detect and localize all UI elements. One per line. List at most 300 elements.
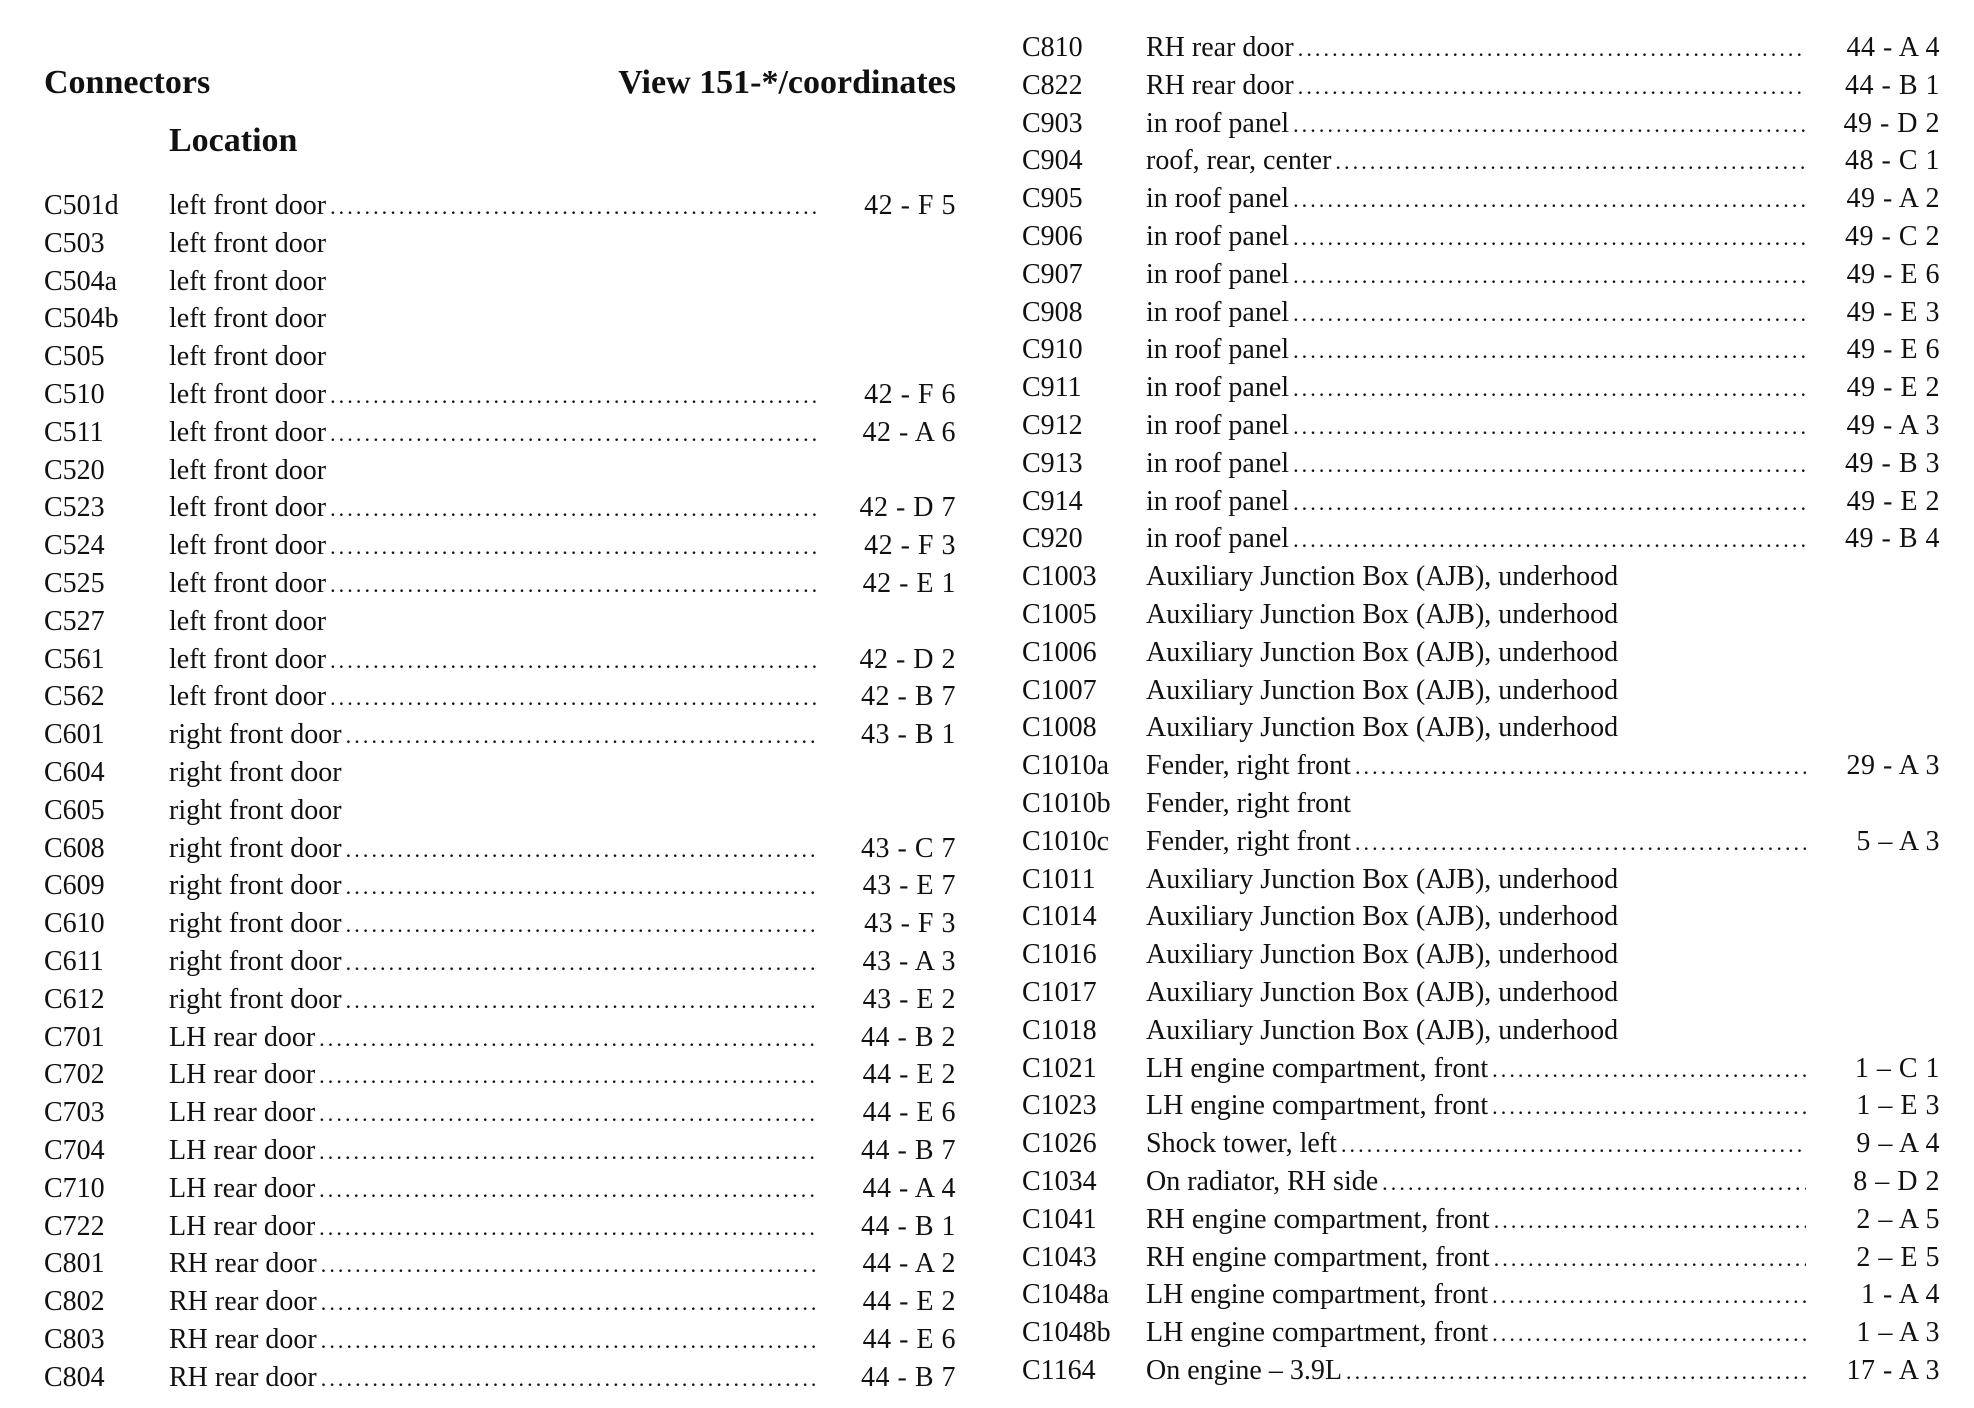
connector-row [44,187,956,225]
connector-location-cell [1146,785,1926,823]
connector-row [1022,1314,1940,1352]
connector-id: C1014 [1022,901,1097,933]
connector-location: left front door [169,417,330,448]
connector-location-cell [1146,180,1806,219]
connector-location-cell [1146,407,1806,446]
connector-coordinate: 43 - A 3 [862,945,956,977]
connector-row [1022,407,1940,445]
connector-location-cell [1146,105,1806,144]
connector-coordinate: 42 - F 3 [864,530,956,562]
connector-id: C920 [1022,523,1083,555]
connector-row [1022,1125,1940,1163]
connector-location-cell [1146,861,1926,899]
connector-id: C523 [44,492,105,524]
connector-row [1022,218,1940,256]
connector-row [44,867,956,905]
connector-row [1022,898,1940,936]
connector-id: C511 [44,416,104,448]
connector-id: C1005 [1022,598,1097,630]
connector-location: On engine – 3.9L [1146,1355,1346,1386]
connector-id: C722 [44,1210,105,1242]
connector-location-cell [169,754,819,792]
connector-location-cell [169,300,819,338]
connector-id: C913 [1022,447,1083,479]
connector-location: LH engine compartment, front [1146,1053,1492,1084]
view-coordinates-heading: View 151-*/coordinates [618,64,956,101]
connector-id: C1021 [1022,1052,1097,1084]
connector-id: C1010a [1022,750,1110,782]
connector-row [1022,294,1940,332]
connector-location-cell [1146,1050,1806,1089]
connector-location-cell [1146,483,1806,522]
connector-coordinate: 44 - E 2 [862,1059,956,1091]
connector-location: left front door [169,492,330,523]
connector-row [1022,1201,1940,1239]
connector-location: right front door [169,795,346,826]
connector-location: RH engine compartment, front [1146,1242,1494,1273]
connector-location-cell [169,641,819,680]
connector-location-cell [169,338,819,376]
connector-location-cell [169,187,819,226]
connector-location-cell [169,943,819,982]
connector-location-cell [169,1170,819,1209]
connector-location: Auxiliary Junction Box (AJB), underhood [1146,939,1622,970]
connector-location-cell [1146,634,1926,672]
connector-row [1022,256,1940,294]
connector-location: right front door [169,946,346,977]
connector-location: in roof panel [1146,410,1293,441]
connector-location-cell [169,981,819,1020]
connector-location: RH rear door [169,1362,321,1393]
connector-row [1022,823,1940,861]
connector-id: C505 [44,341,105,373]
connector-location-cell [1146,445,1806,484]
connector-id: C612 [44,983,105,1015]
connector-row [44,1094,956,1132]
connector-coordinate: 49 - B 4 [1845,523,1940,555]
connector-id: C905 [1022,183,1083,215]
connector-location-cell [169,830,819,869]
connector-id: C504a [44,265,118,297]
connector-coordinate: 1 – A 3 [1856,1317,1940,1349]
connector-location: Shock tower, left [1146,1128,1341,1159]
connector-location: left front door [169,190,330,221]
connector-location: left front door [169,530,330,561]
connector-row [1022,1276,1940,1314]
connector-id: C609 [44,870,105,902]
connector-coordinate: 44 - B 7 [861,1134,956,1166]
connector-location-cell [169,1245,819,1284]
connector-row [44,1170,956,1208]
connector-coordinate: 49 - E 2 [1846,372,1940,404]
connector-location: in roof panel [1146,108,1293,139]
connector-location: RH rear door [1146,70,1298,101]
connector-location-cell [1146,1087,1806,1126]
connector-id: C810 [1022,32,1083,63]
connector-location-cell [169,376,819,415]
connector-location-cell [169,1321,819,1360]
connector-location-cell [1146,331,1806,370]
connector-location: left front door [169,341,330,372]
connector-id: C911 [1022,372,1082,404]
connector-row [1022,1050,1940,1088]
connector-coordinate: 44 - A 4 [862,1172,956,1204]
connector-row [1022,1012,1940,1050]
connector-id: C611 [44,945,104,977]
connector-row [1022,1087,1940,1125]
connector-location-cell [1146,823,1806,862]
connector-location-cell [169,263,819,301]
connector-location-cell [1146,1201,1806,1240]
connector-id: C1016 [1022,939,1097,971]
connector-id: C520 [44,454,105,486]
connector-location-cell [1146,898,1926,936]
connector-location-cell [1146,1163,1806,1202]
connector-id: C903 [1022,107,1083,139]
connector-location-cell [169,1094,819,1133]
connector-coordinate: 44 - A 2 [862,1248,956,1280]
connector-location-cell [1146,1012,1926,1050]
connector-location: Fender, right front [1146,750,1355,781]
connector-coordinate: 43 - F 3 [864,908,956,940]
connector-location: roof, rear, center [1146,145,1335,176]
connector-location: right front door [169,870,346,901]
connector-location-cell [169,1359,819,1398]
connector-id: C510 [44,378,105,410]
connector-id: C501d [44,190,119,221]
connector-location-cell [1146,294,1806,333]
connector-location: Auxiliary Junction Box (AJB), underhood [1146,864,1622,895]
connector-location-cell [1146,1276,1806,1315]
connector-row [1022,520,1940,558]
connector-coordinate: 49 - E 6 [1846,334,1940,366]
connector-coordinate: 29 - A 3 [1846,750,1940,782]
connector-location: left front door [169,266,330,297]
connector-location: LH rear door [169,1135,319,1166]
connector-location-cell [1146,1125,1806,1164]
connector-id: C910 [1022,334,1083,366]
connectors-heading: Connectors [44,64,211,101]
connector-id: C912 [1022,409,1083,441]
connector-id: C803 [44,1323,105,1355]
connector-location-cell [1146,67,1806,106]
connector-id: C1164 [1022,1354,1096,1386]
connector-row [44,414,956,452]
connector-row [1022,67,1940,105]
connector-id: C702 [44,1059,105,1091]
connector-coordinate: 49 - A 2 [1846,183,1940,215]
connector-row [44,1321,956,1359]
connector-coordinate: 44 - A 4 [1846,32,1940,63]
connector-id: C503 [44,227,105,259]
connector-location-cell [169,716,819,755]
connector-row [1022,1163,1940,1201]
connector-row [44,300,956,338]
connector-row [44,754,956,792]
connector-location-cell [169,527,819,566]
connector-id: C904 [1022,145,1083,177]
connector-id: C1010b [1022,787,1111,819]
connector-location: in roof panel [1146,221,1293,252]
connector-location: right front door [169,719,346,750]
connector-row [44,1132,956,1170]
connector-coordinate: 49 - E 6 [1846,258,1940,290]
connector-id: C801 [44,1248,105,1280]
connector-row [44,943,956,981]
connector-row [44,452,956,490]
connector-coordinate: 49 - E 2 [1846,485,1940,517]
connector-location-cell [1146,520,1806,559]
connector-id: C610 [44,908,105,940]
connector-location: RH engine compartment, front [1146,1204,1494,1235]
connector-location: left front door [169,681,330,712]
connector-id: C701 [44,1021,105,1053]
connector-location-cell [169,452,819,490]
connector-location: left front door [169,568,330,599]
connector-coordinate: 8 – D 2 [1853,1165,1940,1197]
connector-row [1022,709,1940,747]
location-heading: Location [169,122,298,159]
connector-row [1022,1352,1940,1390]
connector-location: left front door [169,379,330,410]
connector-row [44,792,956,830]
connector-location: Auxiliary Junction Box (AJB), underhood [1146,977,1622,1008]
connector-row [44,1056,956,1094]
connector-location: in roof panel [1146,334,1293,365]
connector-coordinate: 49 - A 3 [1846,409,1940,441]
connector-location: right front door [169,757,346,788]
connector-row [44,1359,956,1397]
connector-row [44,338,956,376]
connector-location: right front door [169,908,346,939]
connector-location: Auxiliary Junction Box (AJB), underhood [1146,561,1622,592]
connector-id: C562 [44,681,105,713]
connector-location-cell [1146,672,1926,710]
connector-location: LH rear door [169,1022,319,1053]
connector-row [1022,558,1940,596]
connector-location: LH rear door [169,1211,319,1242]
connector-row [44,225,956,263]
connector-row [44,830,956,868]
connector-location: RH rear door [169,1286,321,1317]
connector-coordinate: 44 - E 2 [862,1286,956,1318]
connector-location: LH engine compartment, front [1146,1317,1492,1348]
connector-coordinate: 42 - B 7 [861,681,956,713]
connector-row [1022,596,1940,634]
connector-id: C608 [44,832,105,864]
connector-id: C1006 [1022,636,1097,668]
connector-id: C914 [1022,485,1083,517]
connector-id: C804 [44,1361,105,1393]
connector-id: C1018 [1022,1014,1097,1046]
connector-id: C703 [44,1097,105,1129]
connector-row [1022,369,1940,407]
connector-location: right front door [169,833,346,864]
connector-location: in roof panel [1146,486,1293,517]
left-connector-list [44,187,956,1397]
connector-location: LH engine compartment, front [1146,1279,1492,1310]
connector-id: C1003 [1022,561,1097,593]
connector-location-cell [169,1283,819,1322]
connector-location-cell [1146,369,1806,408]
connector-coordinate: 1 – E 3 [1856,1090,1940,1122]
connector-coordinate: 49 - E 3 [1846,296,1940,328]
connector-id: C1048b [1022,1317,1111,1349]
right-connector-list [1022,29,1940,1390]
connector-row [44,376,956,414]
connector-row [1022,634,1940,672]
connector-location: Auxiliary Junction Box (AJB), underhood [1146,901,1622,932]
connector-location-cell [169,1056,819,1095]
connector-location-cell [1146,558,1926,596]
connector-id: C907 [1022,258,1083,290]
connector-location-cell [1146,1239,1806,1278]
connector-row [1022,180,1940,218]
connector-location-cell [169,1019,819,1058]
connector-location-cell [169,603,819,641]
table-header [44,64,956,112]
connector-row [1022,445,1940,483]
connector-coordinate: 9 – A 4 [1856,1128,1940,1160]
connector-id: C1048a [1022,1279,1110,1311]
connector-location-cell [1146,936,1926,974]
connector-row [44,527,956,565]
connector-id: C601 [44,719,105,751]
connector-row [1022,331,1940,369]
connector-coordinate: 43 - C 7 [861,832,956,864]
connector-row [44,263,956,301]
connector-coordinate: 2 – E 5 [1856,1241,1940,1273]
connector-id: C1026 [1022,1128,1097,1160]
connector-row [1022,142,1940,180]
connector-id: C524 [44,530,105,562]
connector-location-cell [169,1132,819,1171]
connector-coordinate: 43 - E 7 [862,870,956,902]
connector-coordinate: 43 - E 2 [862,983,956,1015]
connector-location: left front door [169,303,330,334]
connector-id: C604 [44,756,105,788]
connector-location: RH rear door [1146,32,1298,63]
connector-location: Auxiliary Junction Box (AJB), underhood [1146,637,1622,668]
connector-location-cell [169,565,819,604]
connector-id: C527 [44,605,105,637]
connector-location: Fender, right front [1146,826,1355,857]
connector-location: LH rear door [169,1173,319,1204]
connector-location: RH rear door [169,1324,321,1355]
connector-coordinate: 44 - B 1 [861,1210,956,1242]
connector-id: C504b [44,303,119,335]
connector-row [1022,1239,1940,1277]
connector-id: C822 [1022,69,1083,101]
connector-coordinate: 42 - D 7 [859,492,956,524]
connector-location-cell [1146,256,1806,295]
connector-id: C1017 [1022,976,1097,1008]
connector-location-cell [1146,29,1806,68]
connector-id: C710 [44,1172,105,1204]
connector-location: LH rear door [169,1059,319,1090]
connector-row [1022,483,1940,521]
connector-location-cell [1146,596,1926,634]
connector-location: in roof panel [1146,183,1293,214]
connector-location: Auxiliary Junction Box (AJB), underhood [1146,675,1622,706]
connector-id: C605 [44,794,105,826]
connector-coordinate: 44 - B 2 [861,1021,956,1053]
connector-location: right front door [169,984,346,1015]
connector-coordinate: 2 – A 5 [1856,1203,1940,1235]
connector-row [44,678,956,716]
connector-id: C561 [44,643,105,675]
connector-row [1022,785,1940,823]
connector-row [1022,747,1940,785]
connector-location-cell [1146,974,1926,1012]
connector-coordinate: 48 - C 1 [1845,145,1940,177]
connector-id: C802 [44,1286,105,1318]
connector-coordinate: 44 - B 1 [1845,69,1940,101]
connector-id: C525 [44,567,105,599]
connector-location-cell [1146,1352,1806,1391]
connector-location-cell [169,489,819,528]
connector-row [44,603,956,641]
connector-id: C1043 [1022,1241,1097,1273]
connector-id: C1011 [1022,863,1096,895]
connector-location: in roof panel [1146,297,1293,328]
connector-id: C908 [1022,296,1083,328]
connector-row [1022,29,1940,67]
connector-coordinate: 5 – A 3 [1856,825,1940,857]
connector-row [1022,672,1940,710]
connector-location: in roof panel [1146,259,1293,290]
connector-location-cell [169,905,819,944]
connector-coordinate: 49 - D 2 [1843,107,1940,139]
connector-coordinate: 49 - B 3 [1845,447,1940,479]
connector-coordinate: 17 - A 3 [1846,1354,1940,1386]
connector-location: LH engine compartment, front [1146,1090,1492,1121]
connector-id: C704 [44,1134,105,1166]
connector-location: in roof panel [1146,523,1293,554]
connector-location-cell [1146,218,1806,257]
connector-row [44,641,956,679]
connector-coordinate: 42 - F 5 [864,190,956,221]
connector-coordinate: 42 - A 6 [862,416,956,448]
connector-location-cell [1146,747,1806,786]
connector-id: C1041 [1022,1203,1097,1235]
connector-location: Auxiliary Junction Box (AJB), underhood [1146,599,1622,630]
connector-coordinate: 1 - A 4 [1861,1279,1940,1311]
connector-id: C1034 [1022,1165,1097,1197]
connector-location-cell [169,1208,819,1247]
connector-location: in roof panel [1146,448,1293,479]
connector-id: C906 [1022,220,1083,252]
connector-row [44,1283,956,1321]
connector-location-cell [169,678,819,717]
connector-row [1022,974,1940,1012]
connector-coordinate: 44 - E 6 [862,1097,956,1129]
connector-coordinate: 43 - B 1 [861,719,956,751]
connector-coordinate: 1 – C 1 [1854,1052,1940,1084]
connector-location: LH rear door [169,1097,319,1128]
connector-location-cell [169,225,819,263]
connector-coordinate: 44 - B 7 [861,1361,956,1393]
connector-id: C1007 [1022,674,1097,706]
connector-row [44,565,956,603]
connector-coordinate: 44 - E 6 [862,1323,956,1355]
connector-location-cell [169,414,819,453]
connector-row [44,489,956,527]
connector-location: Fender, right front [1146,788,1355,819]
connector-location: Auxiliary Junction Box (AJB), underhood [1146,1015,1622,1046]
connector-location: left front door [169,228,330,259]
connector-id: C1023 [1022,1090,1097,1122]
